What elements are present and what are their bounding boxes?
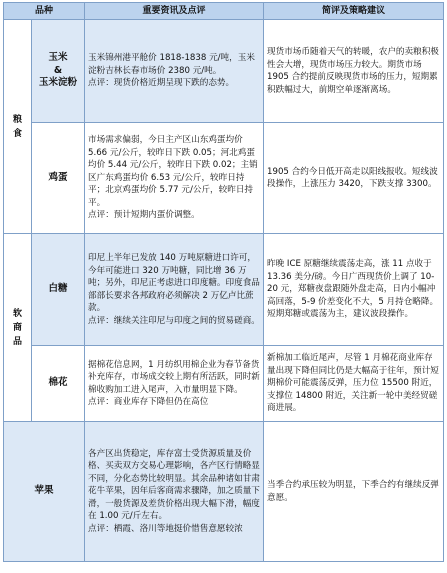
news-cell — [85, 123, 264, 234]
product-cotton — [32, 346, 85, 422]
news-cell — [85, 234, 264, 346]
group-char: 软 — [12, 308, 22, 319]
table-row — [4, 234, 444, 346]
advice-cell — [264, 234, 444, 346]
news-cell — [85, 346, 264, 422]
group-char: 粮 — [12, 114, 22, 125]
product-line: 玉米淀粉 — [39, 77, 78, 89]
news-comment: 点评：预计短期内蛋价调整。 — [88, 210, 200, 221]
advice-text: 昨晚 ICE 原糖继续震荡走高，涨 11 点收于 13.36 美分/磅。今日广西现货价上调了 10-20 元，郑糖夜盘跟随外盘走高，日内小幅冲高回落，5-9 价差变化不大，5 月持仓略降。短期郑糖或震荡为主，建议波段操作。 — [267, 259, 439, 320]
news-cell — [85, 20, 264, 123]
news-text: 市场需求偏弱，今日主产区山东鸡蛋均价 5.66 元/公斤，较昨日下跌 0.05；河北鸡蛋均价 5.44 元/公斤，较昨日下跌 0.02；主销区广东鸡蛋均价 6.53 元/公斤，较昨日持平；北京鸡蛋均价 5.77 元/公斤，较昨日持平。 — [88, 135, 258, 208]
group-char: 品 — [12, 336, 22, 347]
advice-cell — [264, 20, 444, 123]
advice-cell — [264, 123, 444, 234]
group-label-soft — [4, 234, 32, 422]
news-cell — [85, 422, 264, 562]
product-line: 鸡蛋 — [48, 171, 68, 183]
product-egg — [32, 123, 85, 234]
header-category: 品种 — [4, 3, 85, 20]
table-row — [4, 123, 444, 234]
advice-text: 当季合约承压较为明显，下季合约有继续反弹意愿。 — [267, 480, 439, 503]
header-advice: 简评及策略建议 — [264, 3, 444, 20]
product-line: 棉花 — [48, 377, 68, 389]
table-row — [4, 346, 444, 422]
advice-text: 新棉加工临近尾声，尽管 1 月棉花商业库存量出现下降但同比仍是大幅高于往年，预计短期棉价可能震荡反弹，压力位 15500 附近，支撑位 14800 附近，关注新一轮中美经贸磋商进展。 — [267, 353, 439, 414]
news-text: 印尼上半年已发放 140 万吨原糖进口许可，今年可能进口 320 万吨糖，同比增 36 万吨；另外，印尼正考虑进口印度糖。印度食品部部长要求各邦政府必须解决 2 万亿卢比蔗款。 — [88, 253, 260, 313]
product-line: & — [53, 64, 63, 76]
advice-text: 现货市场币随着天气的转暖，农户的卖粮积极性会大增，现货市场压力较大。期货市场 1905 合约提前反映现货市场的压力，短期累积跌幅过大，前期空单逐渐离场。 — [267, 47, 439, 95]
news-text: 据棉花信息网，1 月纺织用棉企业为春节备货补充库存，市场成交较上期有所活跃，同时新棉收购加工进入尾声，入市量明显下降。 — [88, 359, 260, 395]
product-sugar — [32, 234, 85, 346]
product-corn — [32, 20, 85, 123]
product-line: 苹果 — [34, 485, 54, 497]
advice-cell — [264, 422, 444, 562]
product-line: 白糖 — [48, 283, 68, 295]
group-label-grain — [4, 20, 32, 234]
advice-text: 1905 合约今日低开高走以阳线报收。短线波段操作，上涨压力 3420，下跌支撑 3300。 — [267, 166, 438, 189]
news-comment: 点评：继续关注印尼与印度之间的贸易磋商。 — [88, 315, 260, 326]
product-line: 玉米 — [48, 52, 68, 64]
group-char: 食 — [12, 128, 22, 139]
table-row — [4, 422, 444, 562]
news-comment: 点评：商业库存下降但仍在高位 — [88, 397, 209, 407]
table-header-row — [4, 3, 444, 20]
news-text: 玉米锦州港平舱价 1818-1838 元/吨，玉米淀粉吉林长春市场价 2380 元/吨。 — [88, 53, 255, 76]
header-news: 重要资讯及点评 — [85, 3, 264, 20]
group-char: 商 — [12, 322, 22, 333]
product-apple — [4, 422, 85, 562]
table-row — [4, 20, 444, 123]
news-comment: 点评：现货价格近期呈现下跌的态势。 — [88, 78, 235, 89]
news-text: 各产区出货稳定，库存富士受货源质量及价格、买卖双方交易心理影响，各产区行情略显不同，分化态势比较明显。其余品种诸如甘肃花牛苹果，因年后客商需求骤降，加之质量下滑，一般货源及差货价格出现大幅下滑，幅度在 1.00 元/斤左右。 — [88, 448, 260, 522]
advice-cell — [264, 346, 444, 422]
news-comment: 点评：栖霞、洛川等地挺价惜售意愿较浓 — [88, 523, 243, 534]
commodity-strategy-table — [3, 2, 444, 562]
